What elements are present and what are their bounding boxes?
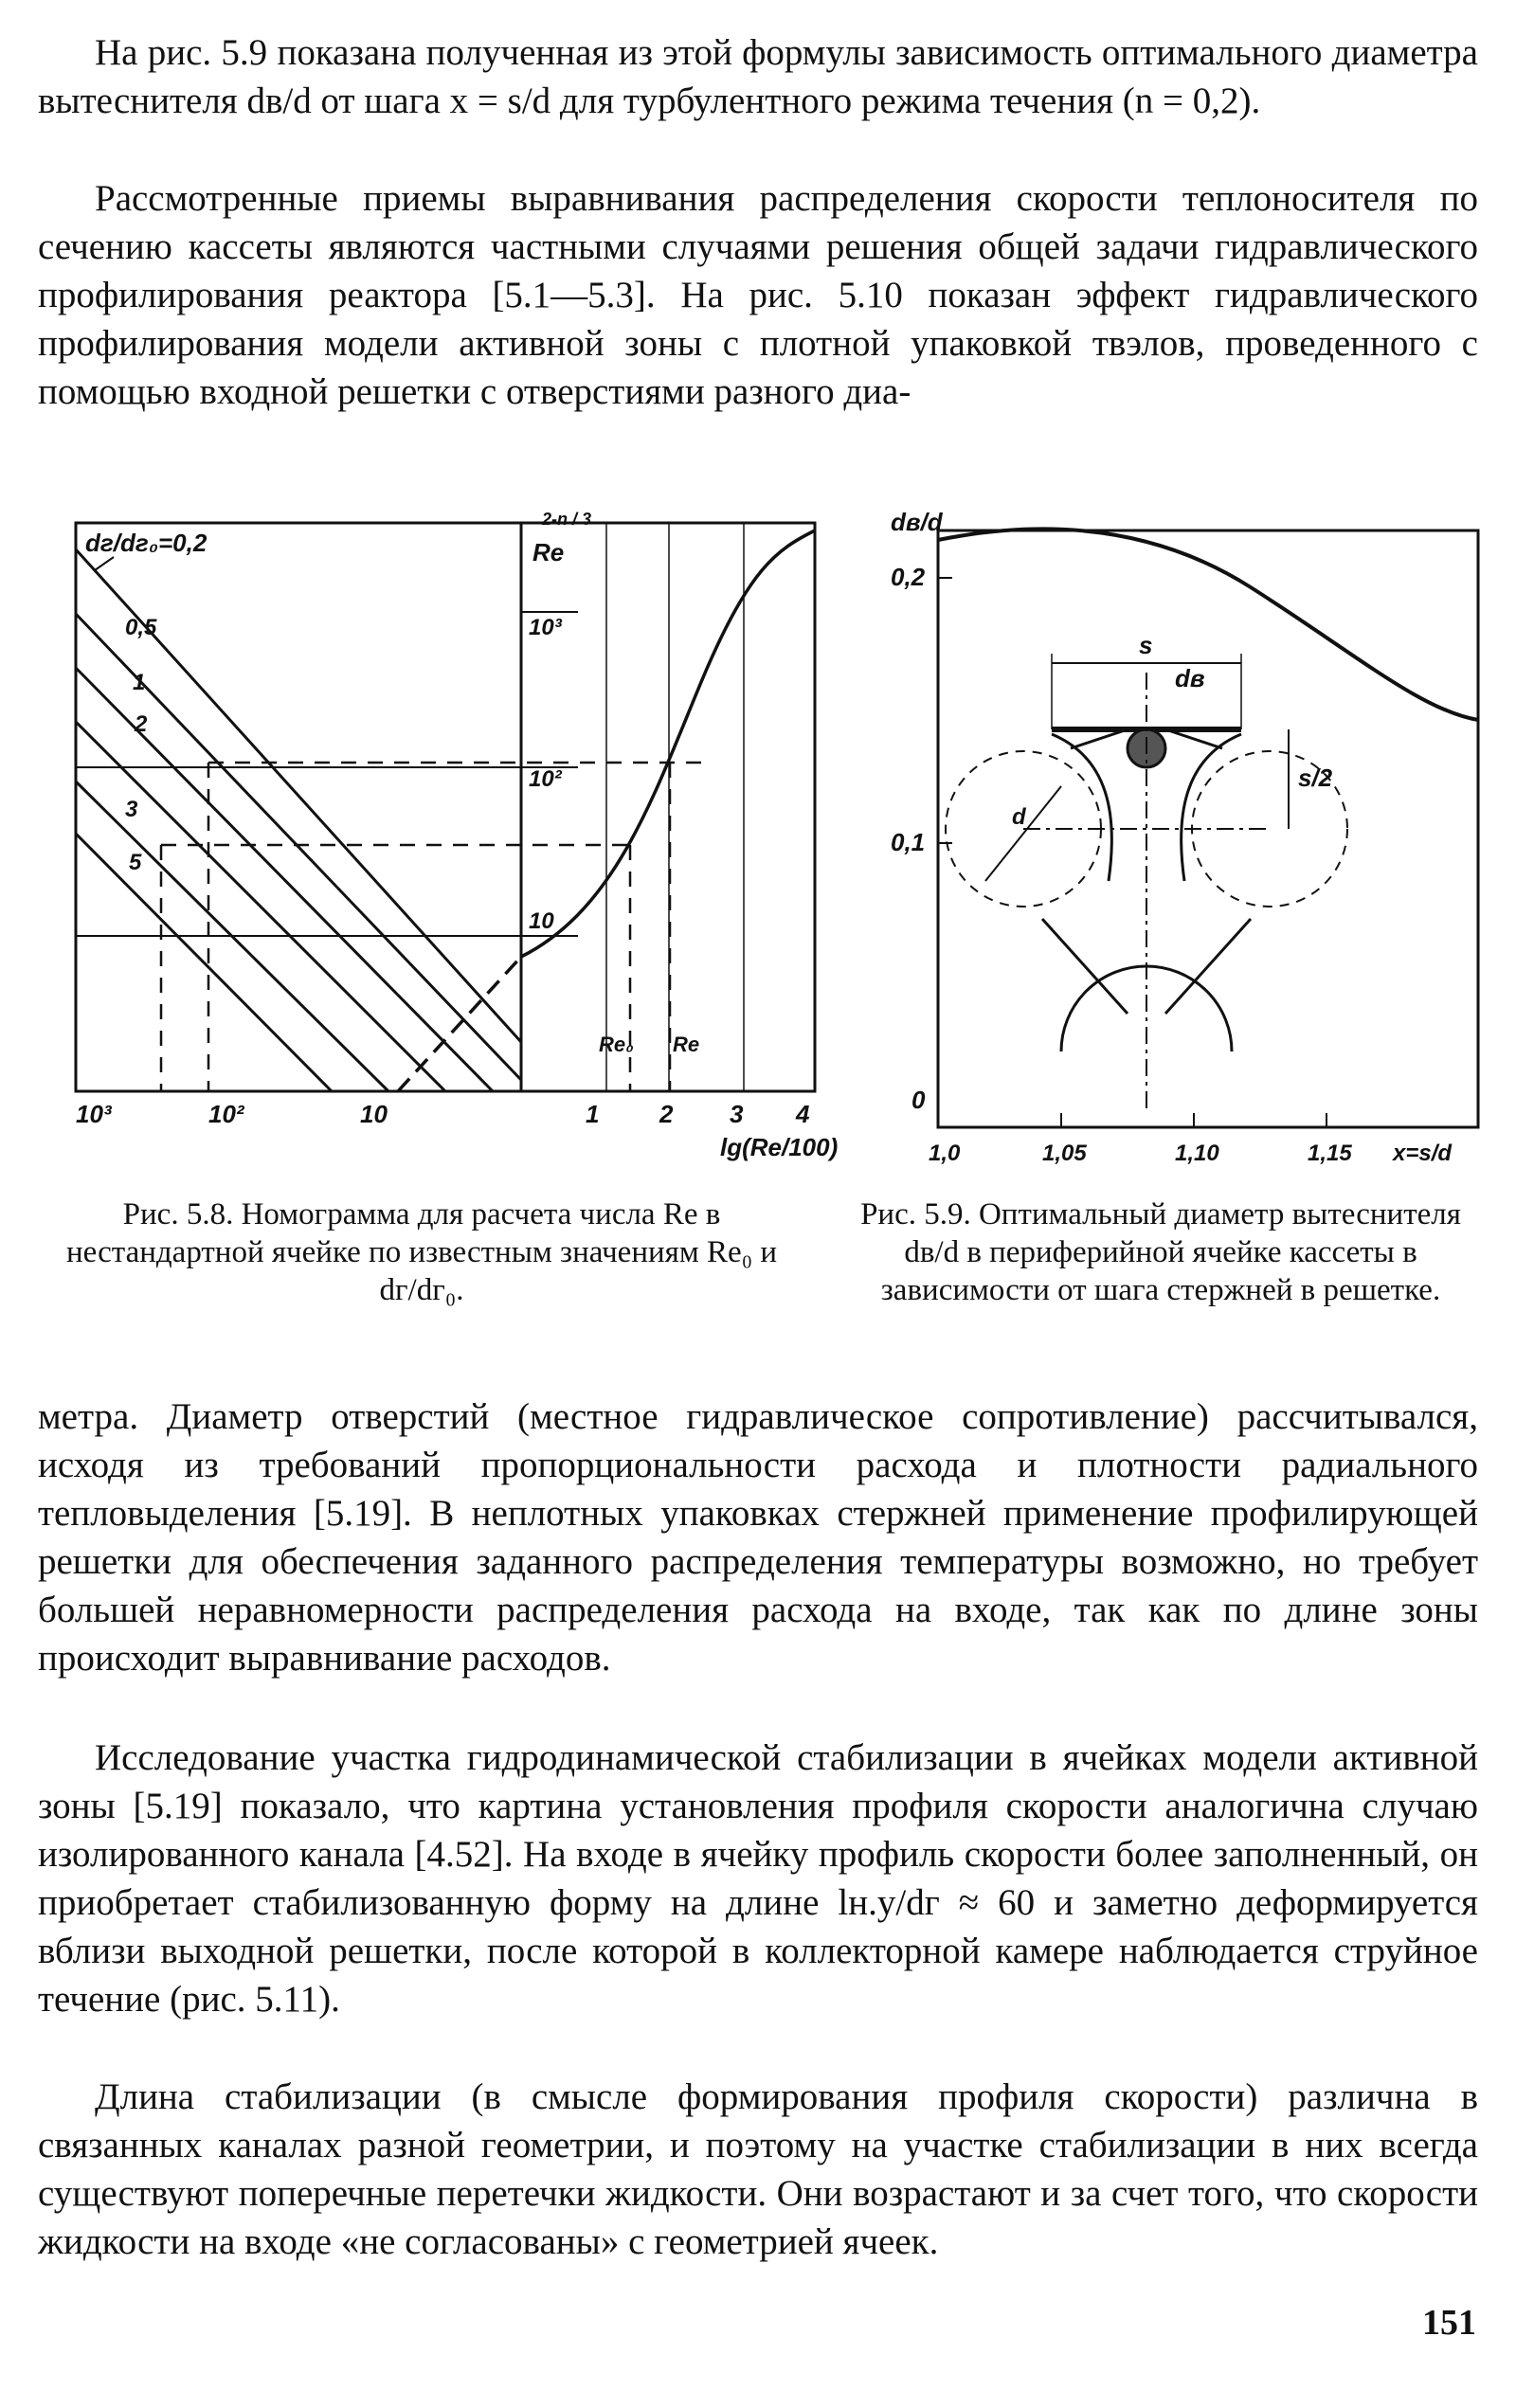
inset-s2-label: s/2: [1298, 764, 1333, 792]
right-tick-100: 10²: [529, 766, 562, 792]
re-curve: [521, 530, 815, 957]
line-label-0-5: 0,5: [125, 615, 157, 640]
marker-re0: Re₀: [599, 1033, 634, 1056]
right-axis-title: Re: [532, 538, 565, 566]
right-tick-1000: 10³: [529, 615, 562, 640]
x-tick-1-05: 1,05: [1042, 1141, 1087, 1165]
bottom-tick-10: 10: [360, 1100, 388, 1128]
bottom-tick-1000: 10³: [76, 1100, 112, 1128]
ratio-label: dг/dг₀=0,2: [85, 529, 208, 557]
y-axis-title: dв/d: [891, 508, 943, 536]
line-label-2: 2: [135, 711, 148, 737]
bottom-tick-3: 3: [730, 1100, 744, 1128]
optimal-diameter-curve: [938, 529, 1478, 720]
ratio-line-5: [76, 834, 332, 1091]
ratio-line-2: [76, 722, 445, 1091]
paragraph-4: Исследование участка гидродинамической стабилизации в ячейках модели активной зоны [5.19] показало, что картина установления профиля скорости аналогична случаю изолированного канала [4.52]. На входе в ячейку профиль скорости более заполненный, он приобретает стабилизованную форму на длине lн.у/dг ≈ 60 и заметно деформируется вблизи выходной решетки, после которой в коллекторной камере наблюдается струйное течение (рис. 5.11).: [38, 1737, 1478, 2020]
y-tick-0: 0: [911, 1086, 926, 1114]
right-tick-10: 10: [529, 908, 554, 934]
right-axis-exponent: 2-n / 3: [542, 510, 592, 529]
line-label-3: 3: [125, 797, 138, 822]
cell-geometry-diagram: [946, 631, 1347, 1108]
line-label-1: 1: [133, 670, 146, 695]
paragraph-3: метра. Диаметр отверстий (местное гидравлическое сопротивление) рассчитывался, исходя из требований пропорциональности расхода и плотности радиального тепловыделения [5.19]. В неплотных упаковках стержней применение профилирующей решетки для обеспечения заданного распределения температуры возможно, но требует большей неравномерности распределения расхода на входе, так как по длине зоны происходит выравнивание расходов.: [38, 1396, 1478, 1679]
paragraph-1: На рис. 5.9 показана полученная из этой формулы зависимость оптимального диаметра вытеснителя dв/d от шага x = s/d для турбулентного режима течения (n = 0,2).: [38, 32, 1478, 121]
figure-5-8-caption: Рис. 5.8. Номограмма для расчета числа Re в нестандартной ячейке по известным значениям Re₀ и dг/dг₀.: [65, 1197, 778, 1307]
marker-re: Re: [673, 1033, 700, 1056]
line-label-5: 5: [129, 850, 142, 875]
x-tick-1-0: 1,0: [929, 1141, 961, 1165]
page-number: 151: [1422, 2303, 1476, 2343]
bottom-tick-100: 10²: [208, 1100, 244, 1128]
inset-dv-label: dв: [1175, 664, 1205, 692]
bottom-axis-title: lg(Re/100): [720, 1133, 839, 1161]
bottom-tick-1: 1: [586, 1100, 600, 1128]
y-tick-0-1: 0,1: [891, 828, 926, 856]
x-axis-title: x=s/d: [1393, 1141, 1453, 1165]
paragraph-5: Длина стабилизации (в смысле формирования профиля скорости) различна в связанных каналах разной геометрии, и поэтому на участке стабилизации в них всегда существуют поперечные перетечки жидкости. Они возрастают и за счет того, что скорости жидкости на входе «не согласованы» с геометрией ячеек.: [38, 2076, 1478, 2262]
inset-s-label: s: [1139, 631, 1153, 659]
x-tick-1-10: 1,10: [1175, 1141, 1219, 1165]
paragraph-2: Рассмотренные приемы выравнивания распределения скорости теплоносителя по сечению кассеты являются частными случаями решения общей задачи гидравлического профилирования реактора [5.1—5.3]. На рис. 5.10 показан эффект гидравлического профилирования модели активной зоны с плотной упаковкой твэлов, проведенного с помощью входной решетки с отверстиями разного диа-: [38, 178, 1478, 412]
inset-d-label: d: [1012, 804, 1026, 830]
figure-5-8-nomogram: [47, 502, 843, 1165]
figure-5-9-caption: Рис. 5.9. Оптимальный диаметр вытеснителя dв/d в периферийной ячейке кассеты в зависимости от шага стержней в решетке.: [860, 1197, 1461, 1307]
bottom-tick-2: 2: [659, 1100, 674, 1128]
x-tick-1-15: 1,15: [1308, 1141, 1352, 1165]
figure-5-9-plot: [891, 502, 1497, 1165]
y-tick-0-2: 0,2: [891, 563, 926, 591]
bottom-tick-4: 4: [796, 1100, 810, 1128]
